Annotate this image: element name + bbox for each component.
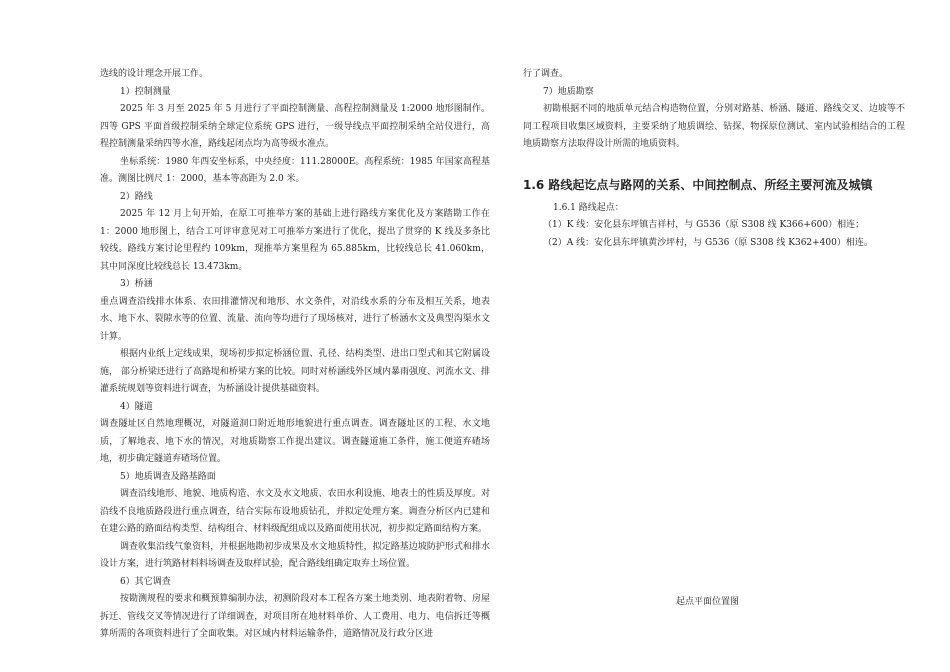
list-item-a-line: （2）A 线：安化县东坪镇黄沙坪村，与 G536（原 S308 线 K362+400）相连。 bbox=[543, 237, 873, 248]
right-column bbox=[523, 66, 905, 252]
paragraph-intro: 选线的设计理念开展工作。 bbox=[100, 69, 209, 79]
paragraph-coordinate-system: 坐标系统：1980 年西安坐标系，中央经度：111.28000E。高程系统：1985 年国家高程基准。测图比例尺 1：2000，基本等高距为 2.0 米。 bbox=[100, 156, 490, 184]
figure-caption: 起点平面位置图 bbox=[676, 597, 740, 607]
paragraph-geology-1: 调查沿线地形、地貌、地质构造、水文及水文地质、农田水利设施、地表土的性质及厚度。对沿线不良地质路段进行重点调查，结合实际布设地质钻孔，并拟定处理方案。调查分析区内已建和在建公路的路面结构类型、结构组合、材料级配组成以及路面使用状况，初步拟定路面结构方案。 bbox=[100, 489, 490, 534]
paragraph-tunnel: 调查隧址区自然地理概况，对隧道洞口附近地形地貌进行重点调查。调查隧址区的工程、水文地质，了解地表、地下水的情况，对地质勘察工作提出建议。调查隧道施工条件，施工便道弃碴场地，初步确定隧道弃碴场位置。 bbox=[100, 419, 490, 464]
section-title: 1.6 路线起讫点与路网的关系、中间控制点、所经主要河流及城镇 bbox=[523, 177, 873, 192]
paragraph-continued: 行了调查。 bbox=[523, 69, 569, 79]
paragraph-control-survey: 2025 年 3 月至 2025 年 5 月进行了平面控制测量、高程控制测量及 1:2000 地形图制作。四等 GPS 平面首级控制采纳全球定位系统 GPS 进行，一级导线点平面控制采纳全站仪进行，高程控制测量采纳四等水准，路线起闭点均为高等级水准点。 bbox=[100, 104, 490, 149]
heading-tunnel: 4）隧道 bbox=[120, 401, 153, 412]
heading-route: 2）路线 bbox=[120, 191, 153, 202]
heading-other: 6）其它调查 bbox=[120, 576, 171, 587]
heading-geological-survey: 7）地质勘察 bbox=[543, 86, 594, 97]
paragraph-other: 按勘测规程的要求和概预算编制办法，初测阶段对本工程各方案土地类别、地表附着物、房屋拆迁、管线交叉等情况进行了详细调查，对项目所在地材料单价、人工费用、电力、电信拆迁等概算所需的各项资料进行了全面收集。对区域内材料运输条件，道路情况及行政分区进 bbox=[100, 594, 490, 639]
list-item-k-line: （1）K 线：安化县东坪镇吉祥村，与 G536（原 S308 线 K366+600）相连； bbox=[543, 220, 865, 230]
paragraph-geology-2: 调查收集沿线气象资料，并根据地勘初步成果及水文地质特性，拟定路基边坡防护形式和排水设计方案，进行筑路材料料场调查及取样试验，配合路线组确定取弃土场位置。 bbox=[100, 541, 490, 569]
paragraph-geological-survey: 初勘根据不同的地质单元结合构造物位置，分别对路基、桥涵、隧道、路线交叉、边坡等不同工程项目收集区域资料，主要采纳了地质调绘、钻探、物探原位测试、室内试验相结合的工程地质勘察方法取得设计所需的地质资料。 bbox=[523, 104, 905, 149]
heading-geology: 5）地质调查及路基路面 bbox=[120, 471, 216, 482]
heading-control-survey: 1）控制测量 bbox=[120, 86, 171, 97]
left-column bbox=[100, 66, 490, 644]
paragraph-route: 2025 年 12 月上旬开始，在原工可推举方案的基础上进行路线方案优化及方案踏勘工作在 1：2000 地形图上，结合工可评审意见对工可推举方案进行了优化，提出了贯穿的 K 线及多条比较线。路线方案讨论里程约 109km，现推举方案里程为 65.885km，比较线总长 41.060km，其中同深度比较线总长 13.473km。 bbox=[100, 209, 490, 272]
paragraph-bridge-1: 重点调查沿线排水体系、农田排灌情况和地形、水文条件，对沿线水系的分布及相互关系，地表水、地下水、裂隙水等的位置、流量、流向等均进行了现场核对，进行了桥涵水文及典型沟渠水文计算。 bbox=[100, 296, 490, 342]
heading-bridge: 3）桥涵 bbox=[120, 279, 153, 289]
subsection-title: 1.6.1 路线起点： bbox=[553, 202, 624, 213]
paragraph-bridge-2: 根据内业纸上定线成果，现场初步拟定桥涵位置、孔径、结构类型、进出口型式和其它附属设施， 部分桥梁还进行了高路堤和桥梁方案的比较。同时对桥涵线外区域内暴雨强度、河流水文、排灌系统规划等资料进行调查，为桥涵设计提供基础资料。 bbox=[100, 349, 490, 394]
